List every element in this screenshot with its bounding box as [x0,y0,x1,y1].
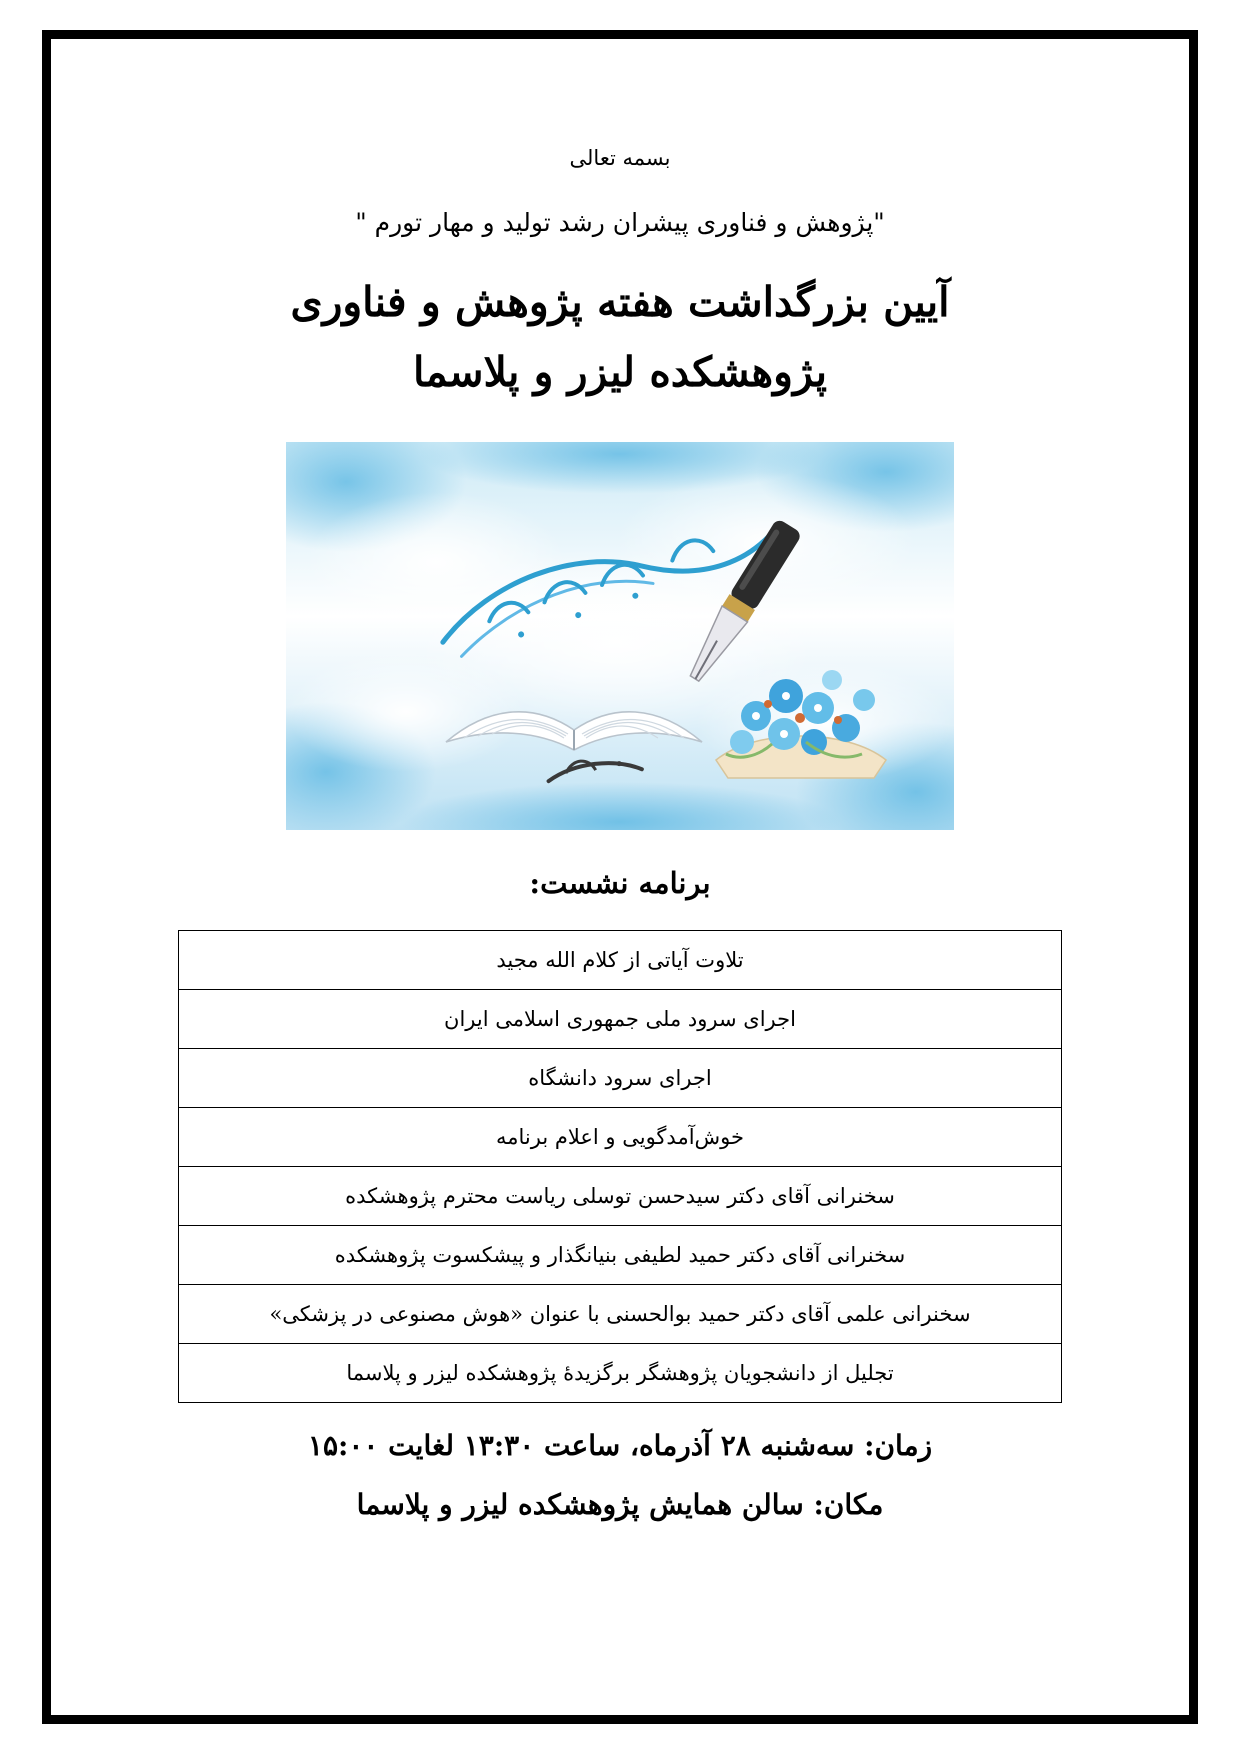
program-item: تجلیل از دانشجویان پژوهشگر برگزیدهٔ پژوهشکده لیزر و پلاسما [179,1344,1062,1403]
event-place: مکان: سالن همایش پژوهشکده لیزر و پلاسما [356,1488,884,1522]
program-item: اجرای سرود ملی جمهوری اسلامی ایران [179,990,1062,1049]
program-item: اجرای سرود دانشگاه [179,1049,1062,1108]
page-title-line-2: پژوهشکده لیزر و پلاسما [412,347,827,396]
table-row [179,931,1062,990]
basmala-text: بسمه تعالی [569,146,671,170]
event-time: زمان: سه‌شنبه ۲۸ آذرماه، ساعت ۱۳:۳۰ لغایت ۱۵:۰۰ [307,1429,933,1463]
table-row [179,1226,1062,1285]
program-item: سخنرانی آقای دکتر حمید لطیفی بنیانگذار و پیشکسوت پژوهشکده [179,1226,1062,1285]
program-item: تلاوت آیاتی از کلام الله مجید [179,931,1062,990]
research-week-banner-image [286,442,954,830]
table-row [179,1344,1062,1403]
program-item: سخنرانی آقای دکتر سیدحسن توسلی ریاست محترم پژوهشکده [179,1167,1062,1226]
page-title-line-1: آیین بزرگداشت هفته پژوهش و فناوری [290,278,950,326]
slogan-text: "پژوهش و فناوری پیشران رشد تولید و مهار تورم " [355,208,885,237]
table-row [179,1108,1062,1167]
table-row [179,1285,1062,1344]
program-item: سخنرانی علمی آقای دکتر حمید بوالحسنی با عنوان «هوش مصنوعی در پزشکی» [179,1285,1062,1344]
table-row [179,1049,1062,1108]
research-week-banner [286,442,954,830]
program-item: خوش‌آمدگویی و اعلام برنامه [179,1108,1062,1167]
table-row [179,990,1062,1049]
program-table [178,930,1062,1403]
program-heading: برنامه نشست: [529,866,711,901]
table-row [179,1167,1062,1226]
page-title [128,271,1112,404]
poster-content [62,50,1178,1704]
